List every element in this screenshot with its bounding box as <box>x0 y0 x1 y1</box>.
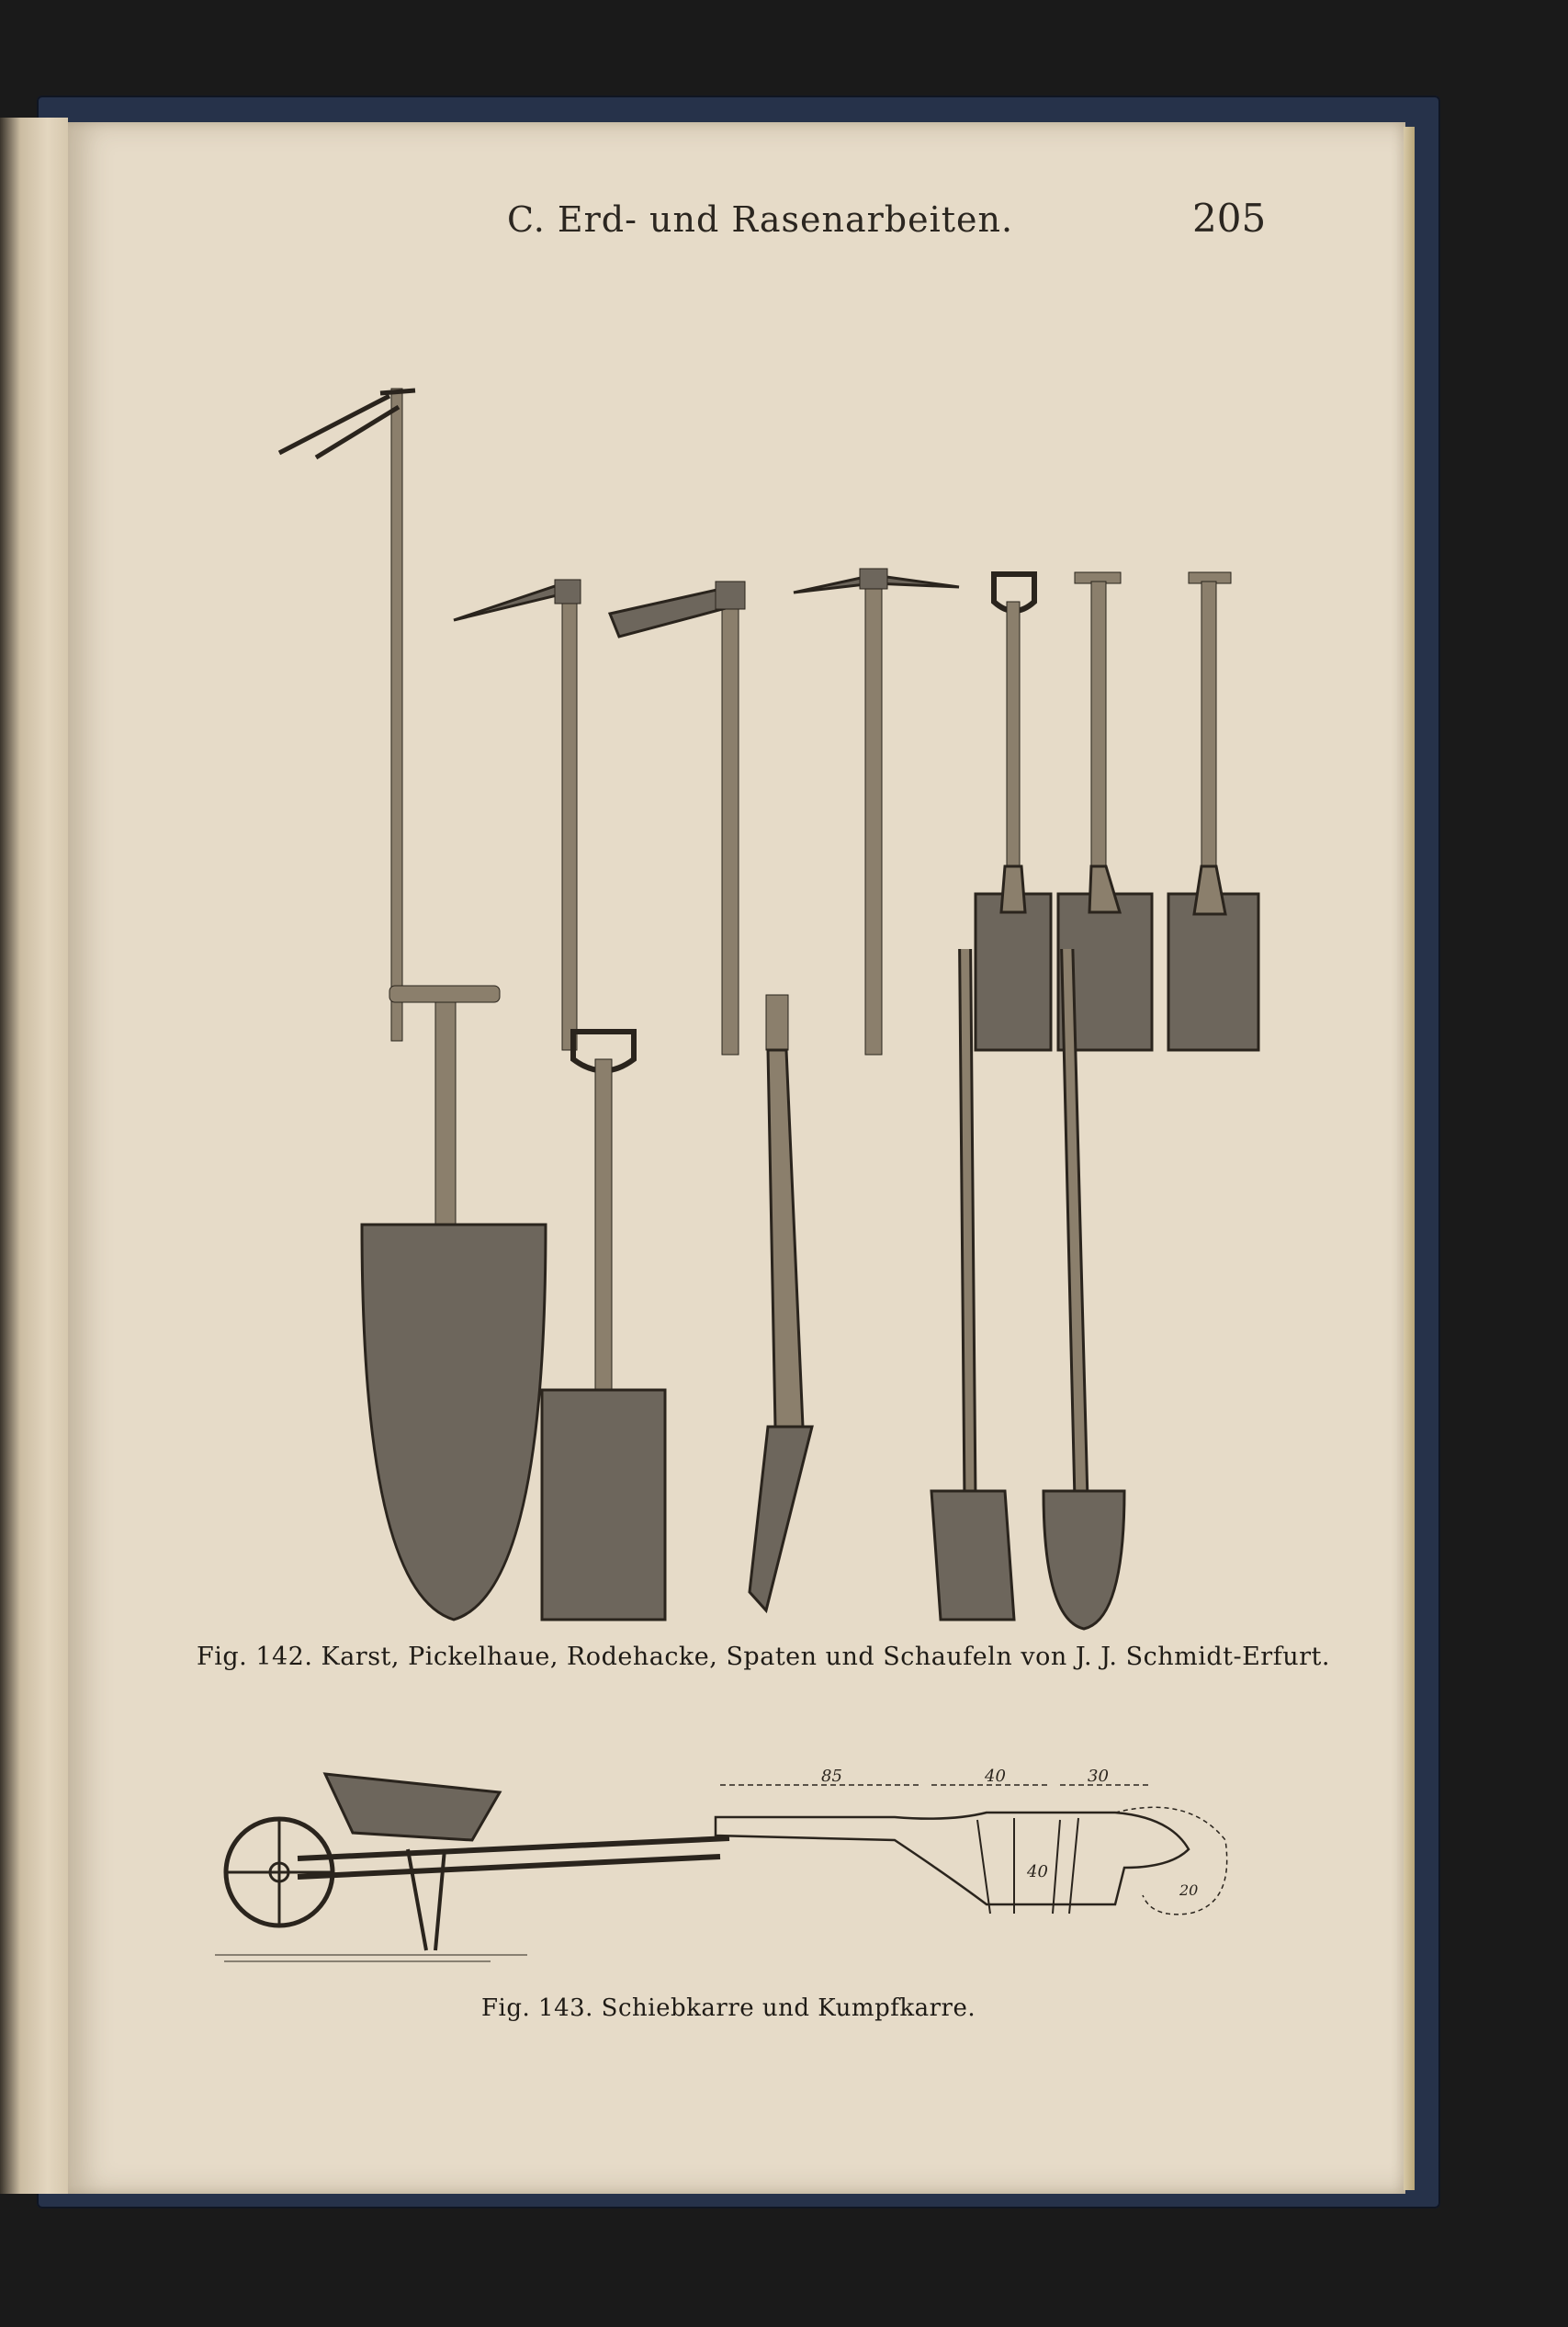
running-head: C. Erd- und Rasenarbeiten. <box>507 199 1014 240</box>
dimension-20: 20 <box>1179 1881 1199 1899</box>
fig143-kumpfkarre-diagram <box>711 1767 1299 2005</box>
square-shovel-d-handle <box>542 1032 665 1620</box>
dimension-30: 30 <box>1088 1767 1109 1786</box>
page-edge-right <box>1404 127 1415 2190</box>
long-handle-shovel-2 <box>1043 949 1124 1629</box>
page-number: 205 <box>1192 196 1267 241</box>
fig143-wheelbarrow-illustration <box>215 1748 748 1969</box>
fig143-caption: Fig. 143. Schiebkarre und Kumpfkarre. <box>481 1994 976 2022</box>
left-page-edge <box>0 118 68 2194</box>
fig142-bottom-row-illustration <box>206 949 1308 1739</box>
karst-tool <box>279 389 415 1041</box>
dimension-40-top: 40 <box>985 1767 1006 1786</box>
round-shovel-large <box>362 986 546 1620</box>
page-header <box>68 196 1405 254</box>
dimension-40-vertical: 40 <box>1027 1862 1048 1881</box>
dimension-85: 85 <box>821 1767 842 1786</box>
fig142-caption: Fig. 142. Karst, Pickelhaue, Rodehacke, Spaten und Schaufeln von J. J. Schmidt-Erfurt. <box>197 1643 1330 1671</box>
fig142-top-row-illustration <box>206 260 1308 1068</box>
long-handle-shovel-1 <box>931 949 1014 1620</box>
book-page <box>68 122 1405 2194</box>
narrow-shovel <box>750 995 812 1610</box>
